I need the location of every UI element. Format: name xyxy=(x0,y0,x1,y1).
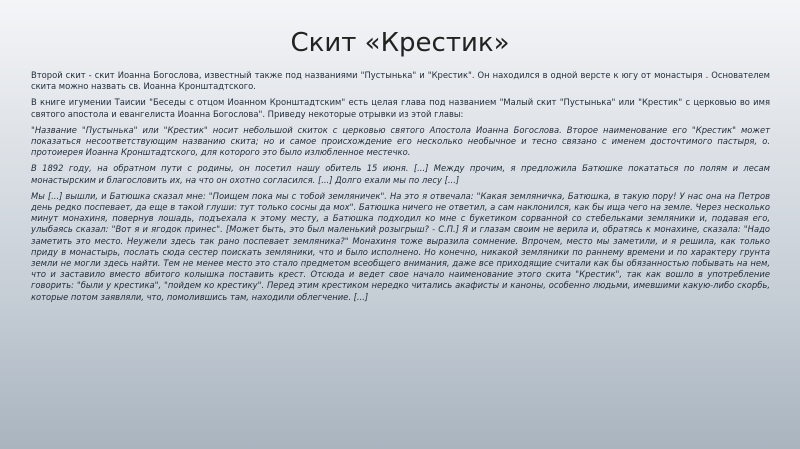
slide-title: Скит «Крестик» xyxy=(290,28,510,58)
paragraph-quote-1892: В 1892 году, на обратном пути с родины, он посетил нашу обитель 15 июня. [...] Между прочим, я предложила Батюшке покататься по полям и лесам монастырским и благословить их, на что он охотно согласился. [...] Долго ехали мы по лесу [...] xyxy=(31,163,770,185)
slide-body xyxy=(31,70,770,308)
paragraph-book-reference: В книге игумении Таисии "Беседы с отцом Иоанном Кронштадтским" есть целая глава под названием "Малый скит "Пустынька" или "Крестик" с церковью во имя святого апостола и евангелиста Иоанна Богослова". Приведу некоторые отрывки из этой главы: xyxy=(31,97,770,119)
paragraph-intro: Второй скит - скит Иоанна Богослова, известный также под названиями "Пустынька" и "Крестик". Он находился в одной версте к югу от монастыря . Основателем скита можно назвать св. Иоанна Кронштадтского. xyxy=(31,70,770,92)
paragraph-quote-name: "Название "Пустынька" или "Крестик" носит небольшой скиток с церковью святого Апостола Иоанна Богослова. Второе наименование его "Крестик" может показаться несоответствующим названию скита; но и самое происхождение его несколько необычное и тесно связано с именем досточтимого пастыря, о. протоиерея Иоанна Кронштадтского, для которого это было излюбленное местечко. xyxy=(31,124,770,158)
paragraph-quote-strawberries: Мы [...] вышли, и Батюшка сказал мне: "Поищем пока мы с тобой земляничек". На это я отвечала: "Какая земляничка, Батюшка, в такую пору! У нас она на Петров день редко поспевает, да еще в такой глуши: тут только сосны да мох". Батюшка ничего не ответил, а сам наклонился, как бы ища чего на земле. Через несколько минут монахиня, повернув лошадь, подъехала к этому месту, а Батюшка подходил ко мне с букетиком сорванной со стебельками земляники и, подавая его, улыбаясь сказал: "Вот я и ягодок принес". [Может быть, это был маленький розыгрыш? - С.П.] Я и глазам своим не верила и, обратясь к монахине, сказала: "Надо заметить это место. Неужели здесь так рано поспевает земляника?" Монахиня тоже выразила сомнение. Впрочем, место мы заметили, и я решила, как только приду в монастырь, послать сюда сестер поискать земляники, что и было исполнено. Но конечно, никакой земляники по раннему времени и по характеру грунта земли не могли здесь найти. Тем не менее место это стало предметом всеобщего внимания, даже все приходящие считали как бы обязанностью побывать на нем, что и заставило вместо вбитого колышка поставить крест. Отсюда и ведет свое начало наименование этого скита "Крестик", так как вошло в употребление говорить: "были у крестика", "пойдем ко крестику". Перед этим крестиком нередко читались акафисты и каноны, особенно людьми, имевшими какую-либо скорбь, которые потом заявляли, что, помолившись там, находили облегчение. [...] xyxy=(31,190,770,302)
